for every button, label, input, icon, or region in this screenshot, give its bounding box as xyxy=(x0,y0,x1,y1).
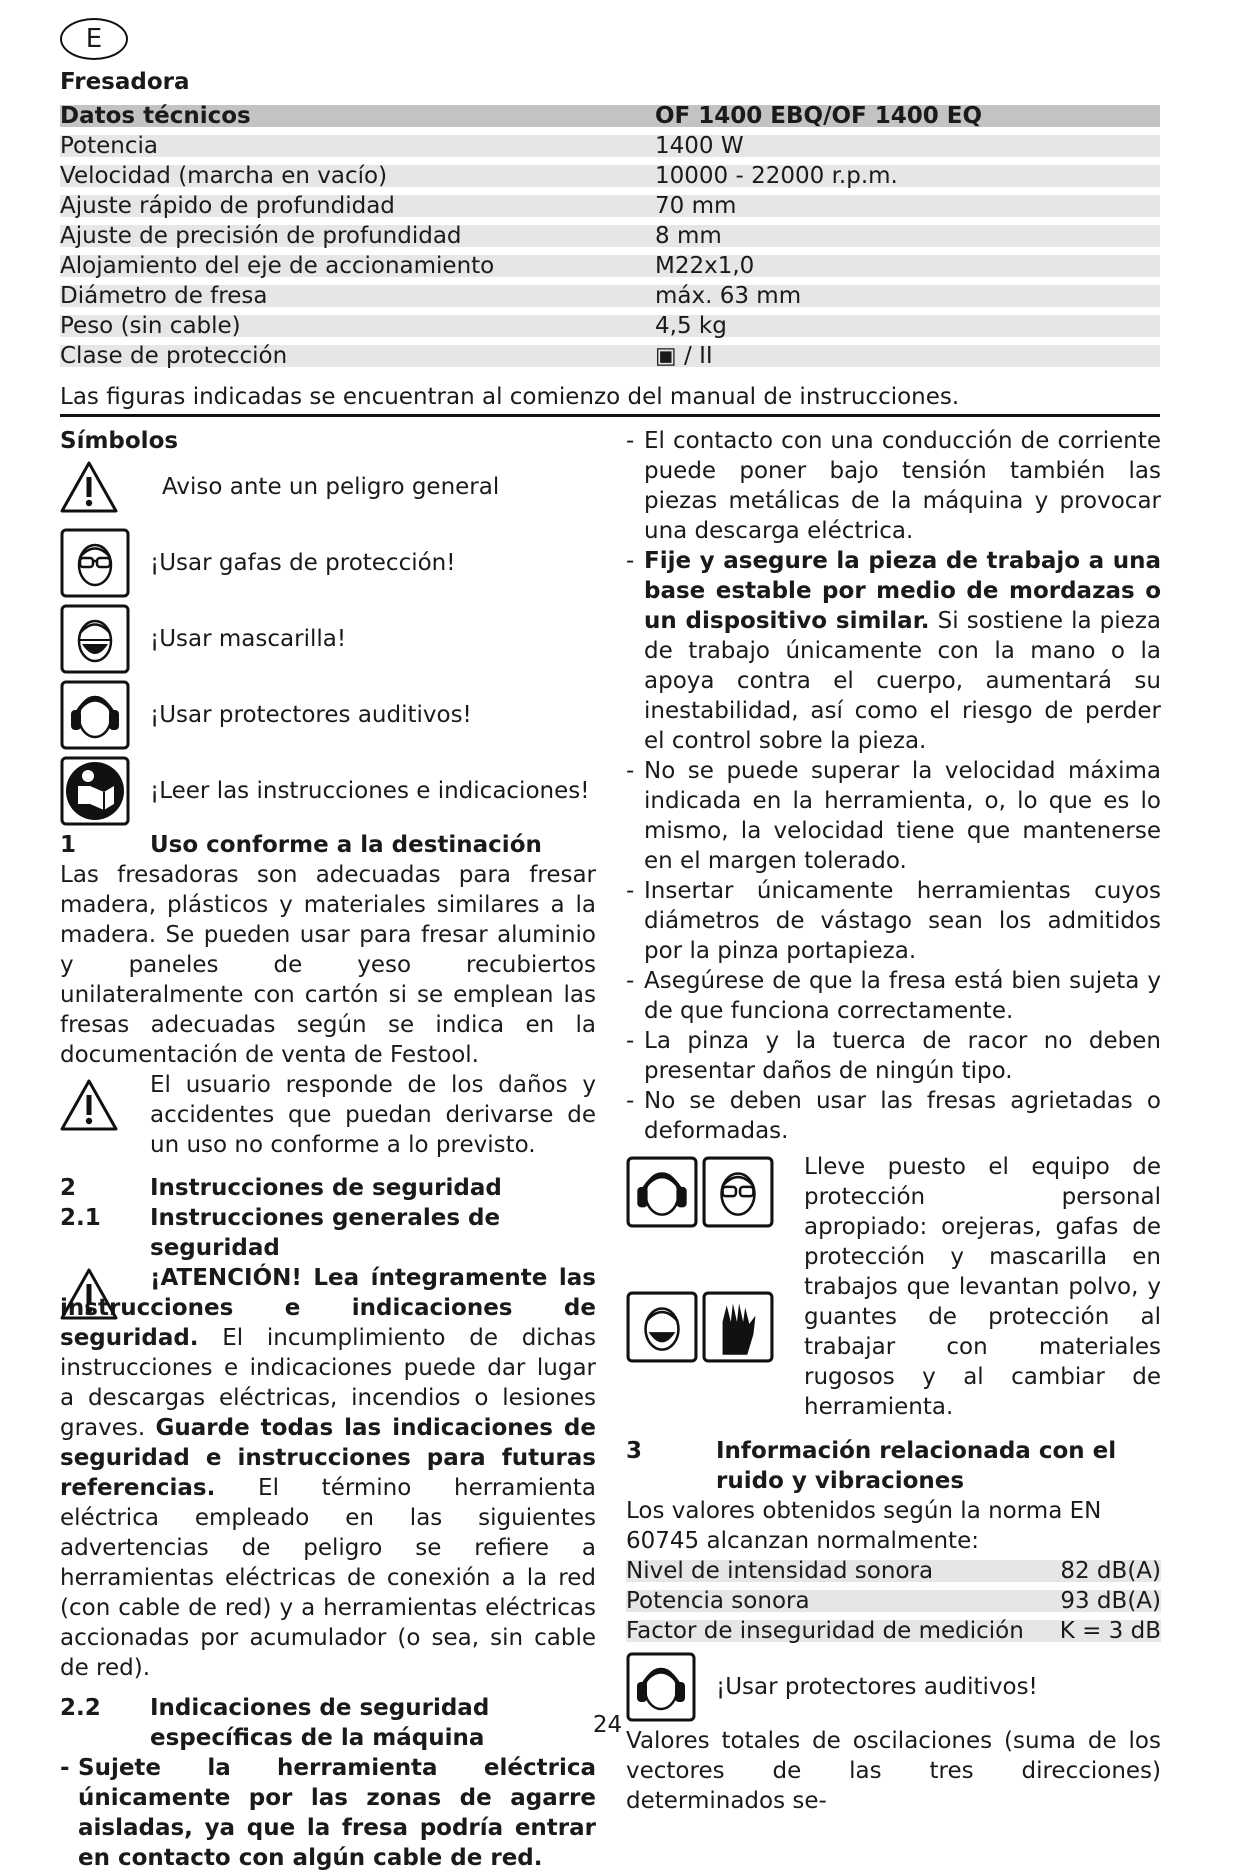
list-item: - Asegúrese de que la fresa está bien sujeta y de que funciona correctamente. xyxy=(626,966,1161,1026)
spec-row xyxy=(60,221,1160,251)
symbol-label: ¡Leer las instrucciones e indicaciones! xyxy=(150,778,590,804)
symbol-label: ¡Usar protectores auditivos! xyxy=(150,702,472,728)
section-title: Uso conforme a la destinación xyxy=(150,832,542,858)
spec-row xyxy=(60,191,1160,221)
read-instructions-icon xyxy=(60,756,130,826)
dust-mask-icon xyxy=(60,604,130,674)
bullet-1-continued: El contacto con una conducción de corriente puede poner bajo tensión también las piezas metálicas de la máquina y provocar una descarga eléctrica. xyxy=(644,428,1161,544)
symbols-heading: Símbolos xyxy=(60,428,179,454)
section-number: 2.2 xyxy=(60,1695,101,1721)
spec-row xyxy=(60,161,1160,191)
spec-label: Diámetro de fresa xyxy=(60,283,268,309)
symbol-label: ¡Usar mascarilla! xyxy=(150,626,347,652)
page-title: Fresadora xyxy=(60,69,190,95)
spec-label: Peso (sin cable) xyxy=(60,313,241,339)
symbol-row xyxy=(60,756,596,826)
section-number: 2 xyxy=(60,1175,77,1201)
noise-value: 93 dB(A) xyxy=(1060,1588,1161,1614)
misuse-warning-text: El usuario responde de los daños y accidentes que puedan derivarse de un uso no conforme a lo previsto. xyxy=(150,1072,596,1158)
spec-row xyxy=(60,311,1160,341)
safety-bullets-left xyxy=(60,1753,596,1873)
spec-value: M22x1,0 xyxy=(655,253,755,279)
section-title: Información relacionada con el ruido y vibraciones xyxy=(716,1438,1117,1494)
spec-value: ▣ / II xyxy=(655,343,713,369)
spec-label: Ajuste de precisión de profundidad xyxy=(60,223,462,249)
noise-label: Factor de inseguridad de medición xyxy=(626,1618,1024,1644)
ear-protection-icon xyxy=(626,1156,698,1287)
spec-value: 4,5 kg xyxy=(655,313,727,339)
attention-body-2: El término herramienta eléctrica empleado en las siguientes advertencias de peligro se refiere a herramientas eléctricas de conexión a la red (con cable de red) y a herramientas eléctricas accionadas por acumulador (o sea, sin cable de red). xyxy=(60,1475,596,1681)
noise-label: Nivel de intensidad sonora xyxy=(626,1558,934,1584)
warning-triangle-icon xyxy=(60,1070,150,1160)
table-row xyxy=(626,1586,1161,1616)
attention-keep: Guarde todas las indicaciones de seguridad e instrucciones para futuras referencias. xyxy=(60,1415,596,1501)
spec-label: Ajuste rápido de profundidad xyxy=(60,193,395,219)
bullet-2-bold: Fije y asegure la pieza de trabajo a una base estable por medio de mordazas o un dispositivo similar. xyxy=(644,548,1161,634)
list-item: - Sujete la herramienta eléctrica únicamente por las zonas de agarre aisladas, ya que la fresa podría entrar en contacto con algún cable de red. xyxy=(60,1753,596,1873)
list-item: - Insertar únicamente herramientas cuyos diámetros de vástago sean los admitidos por la pinza portapieza. xyxy=(626,876,1161,966)
noise-label: Potencia sonora xyxy=(626,1588,810,1614)
symbol-row xyxy=(60,604,596,674)
list-item: - No se deben usar las fresas agrietadas o deformadas. xyxy=(626,1086,1161,1146)
section-title: Instrucciones generales de seguridad xyxy=(150,1205,501,1261)
spec-header-row xyxy=(60,101,1160,131)
section-number: 1 xyxy=(60,832,77,858)
spec-value: máx. 63 mm xyxy=(655,283,802,309)
section-2-1-heading xyxy=(60,1203,596,1263)
spec-row xyxy=(60,251,1160,281)
vibration-text: Valores totales de oscilaciones (suma de los vectores de las tres direcciones) determinados se- xyxy=(626,1728,1161,1814)
noise-value: 82 dB(A) xyxy=(1060,1558,1161,1584)
gloves-icon xyxy=(702,1291,774,1422)
symbol-row xyxy=(60,680,596,750)
ppe-icon-grid xyxy=(626,1156,804,1422)
safety-goggles-icon xyxy=(702,1156,774,1287)
spec-row xyxy=(60,341,1160,371)
table-row xyxy=(626,1556,1161,1586)
warning-triangle-icon xyxy=(60,1267,118,1321)
ppe-block xyxy=(626,1152,1161,1422)
bullet-2-text: Si sostiene la pieza de trabajo únicamente con la mano o la apoya contra el cuerpo, aumentará su inestabilidad, así como el riesgo de perder el control sobre la pieza. xyxy=(644,608,1161,754)
language-badge: E xyxy=(60,18,128,60)
dust-mask-icon xyxy=(626,1291,698,1422)
page-number: 24 xyxy=(592,1712,623,1738)
spec-label: Clase de protección xyxy=(60,343,288,369)
section-1-body: Las fresadoras son adecuadas para fresar madera, plásticos y materiales similares a la madera. Se pueden usar para fresar aluminio y paneles de yeso recubiertos unilateralmente con cartón si se emplean las fresas adecuadas según se indica en la documentación de venta de Festool. xyxy=(60,862,596,1068)
section-divider xyxy=(60,414,1160,417)
section-3-heading xyxy=(626,1436,1161,1496)
spec-header-label: Datos técnicos xyxy=(60,103,251,129)
warning-triangle-icon xyxy=(60,460,130,514)
spec-value: 10000 - 22000 r.p.m. xyxy=(655,163,898,189)
ppe-text: Lleve puesto el equipo de protección personal apropiado: orejeras, gafas de protección y mascarilla en trabajos que levantan polvo, y guantes de protección al trabajar con materiales rugosos y al cambiar de herramienta. xyxy=(804,1154,1161,1420)
figures-note: Las figuras indicadas se encuentran al comienzo del manual de instrucciones. xyxy=(60,384,960,410)
ear-protection-label: ¡Usar protectores auditivos! xyxy=(716,1674,1038,1700)
table-row xyxy=(626,1616,1161,1646)
left-column xyxy=(60,426,596,1873)
spec-label: Velocidad (marcha en vacío) xyxy=(60,163,388,189)
list-item: - La pinza y la tuerca de racor no deben presentar daños de ningún tipo. xyxy=(626,1026,1161,1086)
attention-body: El incumplimiento de dichas instrucciones e indicaciones puede dar lugar a descargas eléctricas, incendios o lesiones graves. xyxy=(60,1325,596,1441)
spec-value: 1400 W xyxy=(655,133,744,159)
symbol-row xyxy=(60,528,596,598)
section-2-heading xyxy=(60,1173,596,1203)
attention-bold: ¡ATENCIÓN! Lea íntegramente las instrucciones e indicaciones de seguridad. xyxy=(60,1265,596,1351)
section-number: 2.1 xyxy=(60,1205,101,1231)
section-number: 3 xyxy=(626,1438,643,1464)
list-item xyxy=(626,546,1161,756)
list-item xyxy=(626,426,1161,546)
section-1-heading xyxy=(60,830,596,860)
spec-value: 8 mm xyxy=(655,223,722,249)
section-title: Instrucciones de seguridad xyxy=(150,1175,502,1201)
attention-block xyxy=(60,1263,596,1683)
misuse-warning xyxy=(60,1070,596,1160)
spec-table xyxy=(60,101,1160,371)
spec-value: 70 mm xyxy=(655,193,737,219)
spec-label: Potencia xyxy=(60,133,158,159)
attention-text xyxy=(60,1263,596,1683)
spec-row xyxy=(60,281,1160,311)
noise-table xyxy=(626,1556,1161,1646)
noise-intro: Los valores obtenidos según la norma EN 60745 alcanzan normalmente: xyxy=(626,1498,1102,1554)
safety-goggles-icon xyxy=(60,528,130,598)
list-item: - No se puede superar la velocidad máxima indicada en la herramienta, o, lo que es lo mismo, la velocidad tiene que mantenerse en el margen tolerado. xyxy=(626,756,1161,876)
spec-header-model: OF 1400 EBQ/OF 1400 EQ xyxy=(655,103,983,129)
spec-label: Alojamiento del eje de accionamiento xyxy=(60,253,495,279)
right-column xyxy=(626,426,1161,1816)
symbol-label: ¡Usar gafas de protección! xyxy=(150,550,456,576)
ear-protection-icon xyxy=(60,680,130,750)
symbol-label: Aviso ante un peligro general xyxy=(162,474,500,500)
section-title: Indicaciones de seguridad específicas de la máquina xyxy=(150,1695,490,1751)
noise-value: K = 3 dB xyxy=(1059,1618,1161,1644)
spec-row xyxy=(60,131,1160,161)
safety-bullets-right xyxy=(626,426,1161,1146)
symbol-row xyxy=(60,460,596,514)
